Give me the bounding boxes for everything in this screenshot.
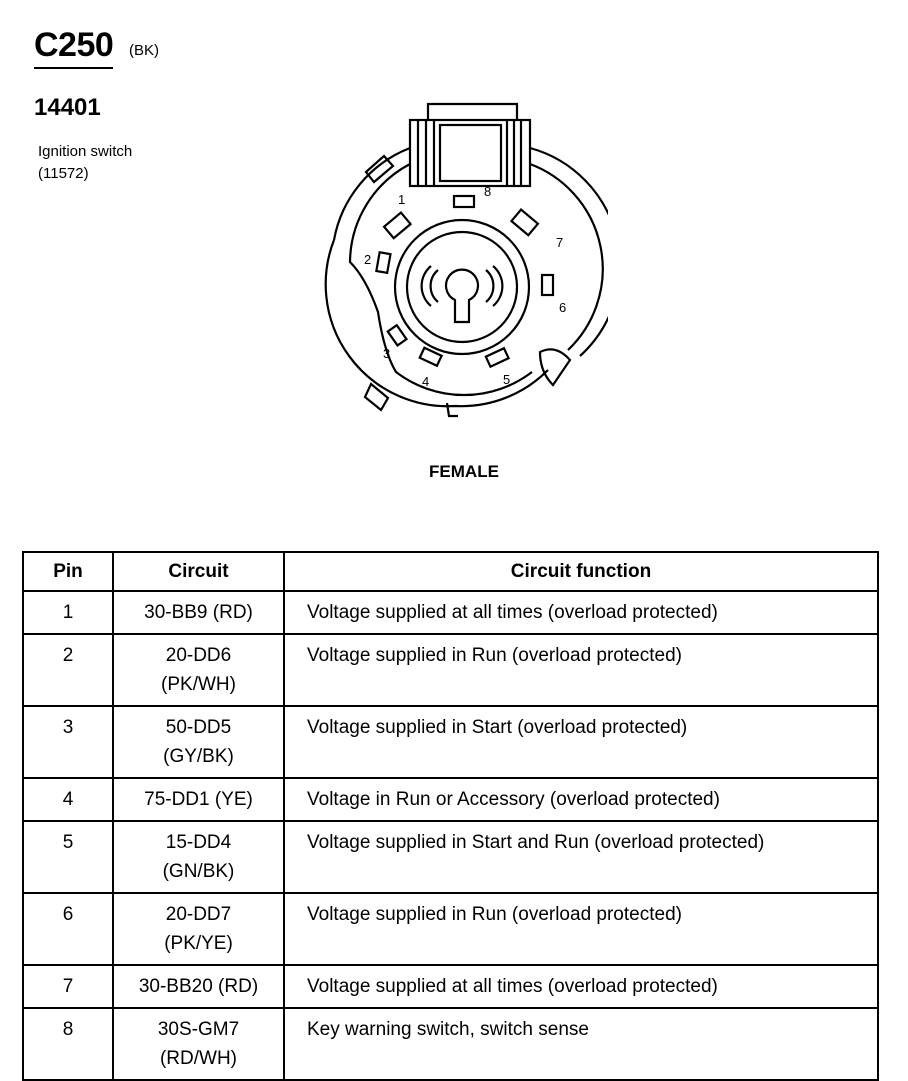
pin-cell: 1 bbox=[23, 591, 113, 634]
pin-5-cavity bbox=[486, 348, 509, 366]
circuit-cell bbox=[113, 821, 284, 893]
circuit-cell bbox=[113, 965, 284, 1008]
circuit-function-cell: Voltage supplied in Run (overload protected) bbox=[284, 893, 878, 965]
table-row bbox=[23, 591, 878, 634]
connector-gender-label: FEMALE bbox=[429, 462, 499, 481]
connector-insert bbox=[395, 220, 529, 354]
part-number: 14401 bbox=[34, 94, 101, 121]
function-column-header: Circuit function bbox=[284, 552, 878, 591]
connector-latch bbox=[410, 104, 530, 186]
circuit-wire-color: (GN/BK) bbox=[162, 861, 235, 882]
pin-cell: 3 bbox=[23, 706, 113, 778]
circuit-code: 50-DD5 bbox=[165, 717, 232, 738]
circuit-function-cell: Voltage in Run or Accessory (overload protected) bbox=[284, 778, 878, 821]
circuit-column-header: Circuit bbox=[113, 552, 284, 591]
circuit-code: 30S-GM7 bbox=[157, 1019, 240, 1040]
circuit-cell bbox=[113, 706, 284, 778]
pin-cell: 2 bbox=[23, 634, 113, 706]
pin-label-7: 7 bbox=[556, 235, 564, 250]
pin-cell: 4 bbox=[23, 778, 113, 821]
circuit-wire-color: (RD/WH) bbox=[159, 1048, 238, 1069]
circuit-wire-color: (GY/BK) bbox=[163, 746, 234, 767]
circuit-cell bbox=[113, 591, 284, 634]
pin-cell: 8 bbox=[23, 1008, 113, 1080]
connector-id-underline bbox=[34, 67, 113, 69]
pin-8-cavity bbox=[454, 196, 474, 207]
circuit-cell bbox=[113, 778, 284, 821]
circuit-code: 75-DD1 (YE) bbox=[144, 789, 253, 810]
connector-face-diagram bbox=[318, 96, 608, 426]
pin-cell: 6 bbox=[23, 893, 113, 965]
component-name: Ignition switch bbox=[38, 143, 133, 160]
pin-label-4: 4 bbox=[422, 374, 430, 389]
pin-6-cavity bbox=[542, 275, 553, 295]
table-row bbox=[23, 778, 878, 821]
table-row bbox=[23, 634, 878, 706]
circuit-cell bbox=[113, 1008, 284, 1080]
table-row bbox=[23, 965, 878, 1008]
table-row bbox=[23, 893, 878, 965]
pin-table bbox=[22, 551, 879, 1081]
pin-label-5: 5 bbox=[503, 372, 511, 387]
pin-1-cavity bbox=[384, 213, 410, 239]
pin-column-header: Pin bbox=[23, 552, 113, 591]
component-code: (11572) bbox=[38, 165, 89, 182]
connector-housing bbox=[326, 148, 608, 416]
connector-insert-inner bbox=[407, 232, 517, 342]
circuit-function-cell: Voltage supplied at all times (overload protected) bbox=[284, 965, 878, 1008]
circuit-cell bbox=[113, 634, 284, 706]
left-arc-slot bbox=[422, 266, 438, 306]
pin-label-1: 1 bbox=[398, 192, 406, 207]
pin-label-8: 8 bbox=[484, 184, 492, 199]
circuit-code: 20-DD6 bbox=[165, 645, 232, 666]
key-slot bbox=[446, 270, 478, 322]
table-row bbox=[23, 821, 878, 893]
right-arc-slot bbox=[486, 266, 502, 306]
circuit-code: 20-DD7 bbox=[165, 904, 232, 925]
pin-cell: 7 bbox=[23, 965, 113, 1008]
connector-color: (BK) bbox=[129, 42, 159, 59]
pin-3-cavity bbox=[388, 325, 407, 345]
pin-label-3: 3 bbox=[383, 346, 391, 361]
circuit-code: 30-BB9 (RD) bbox=[144, 602, 253, 623]
table-header-row bbox=[23, 552, 878, 591]
pin-2-cavity bbox=[376, 252, 390, 273]
circuit-function-cell: Voltage supplied in Run (overload protected) bbox=[284, 634, 878, 706]
circuit-code: 15-DD4 bbox=[165, 832, 232, 853]
pin-cell: 5 bbox=[23, 821, 113, 893]
table-row bbox=[23, 706, 878, 778]
pin-7-cavity bbox=[511, 210, 537, 236]
pin-label-6: 6 bbox=[559, 300, 567, 315]
circuit-function-cell: Key warning switch, switch sense bbox=[284, 1008, 878, 1080]
circuit-function-cell: Voltage supplied at all times (overload protected) bbox=[284, 591, 878, 634]
table-row bbox=[23, 1008, 878, 1080]
circuit-function-cell: Voltage supplied in Start (overload protected) bbox=[284, 706, 878, 778]
circuit-wire-color: (PK/YE) bbox=[164, 933, 233, 954]
circuit-cell bbox=[113, 893, 284, 965]
connector-id: C250 bbox=[34, 26, 114, 64]
circuit-function-cell: Voltage supplied in Start and Run (overload protected) bbox=[284, 821, 878, 893]
circuit-code: 30-BB20 (RD) bbox=[138, 976, 259, 997]
pin-label-2: 2 bbox=[364, 252, 372, 267]
circuit-wire-color: (PK/WH) bbox=[161, 674, 236, 695]
